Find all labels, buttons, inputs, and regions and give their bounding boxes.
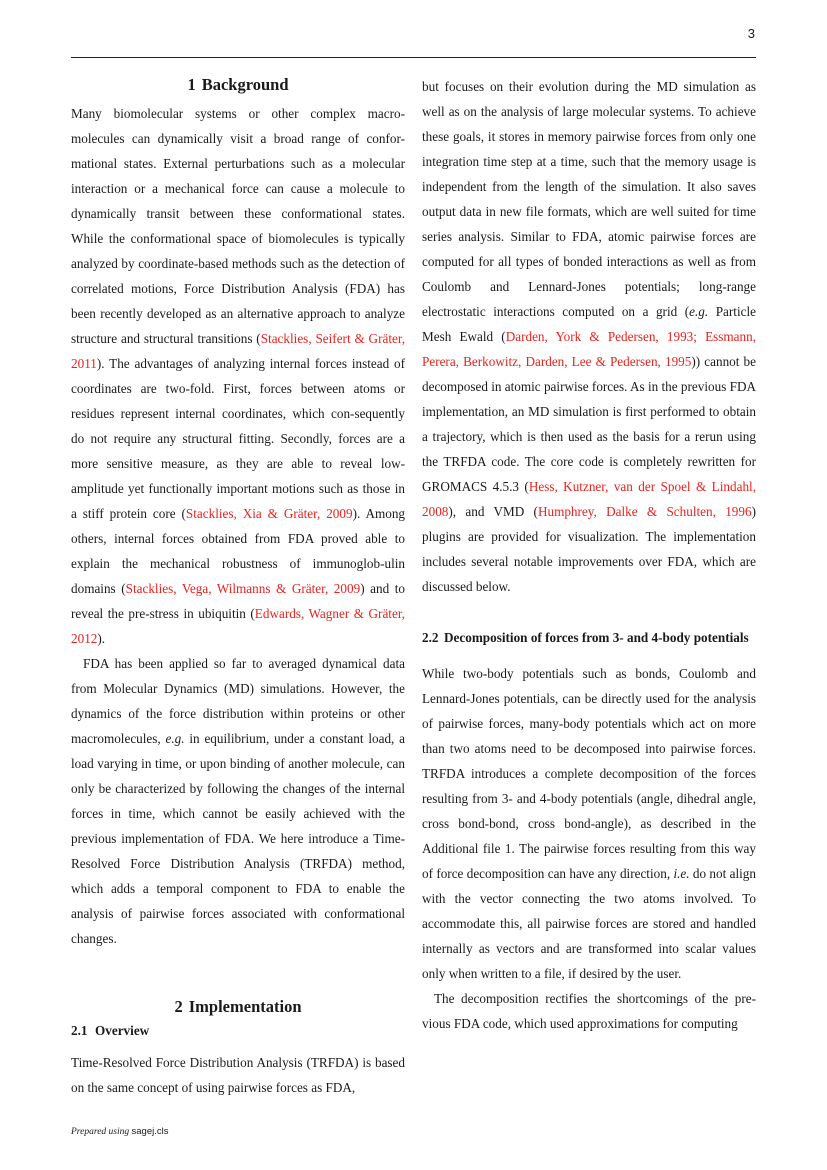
section-heading-background bbox=[71, 74, 405, 96]
subsection-title: Decomposition of forces from 3- and 4-body potentials bbox=[444, 630, 749, 645]
left-column bbox=[71, 74, 405, 1100]
citation-link[interactable]: Stacklies, Xia & Gräter, 2009 bbox=[185, 506, 353, 521]
italic-abbrev: i.e. bbox=[673, 866, 690, 881]
text-run: in equilibrium, under a constant load, a load varying in time, or upon binding of another molecule, can only be characterized by following the changes of the internal forces in time, which cannot be easily achieved with the previous implementation of FDA. We here introduce a Time-Resolved Force Distribution Analysis (TRFDA) method, which adds a temporal component to FDA to enable the analysis of pairwise forces associated with conformational changes. bbox=[71, 731, 405, 946]
text-run: )) cannot be decomposed in atomic pairwise forces. As in the previous FDA implementation, an MD simulation is first performed to obtain a trajectory, which is then used as the basis for a rerun using the TRFDA code. The core code is completely rewritten for GROMACS 4.5.3 ( bbox=[422, 354, 757, 494]
paragraph-overview: Time-Resolved Force Distribution Analysis (TRFDA) is based on the same concept of using pairwise forces as FDA, bbox=[71, 1055, 405, 1095]
text-run: Many biomolecular systems or other complex macro-molecules can dynamically visit a broad range of confor-mational states. External perturbations such as a molecular interaction or a mechanical force can cause a molecule to dynamically transit between these conformational states. While the conformational space of biomolecules is typically analyzed by coordinate-based methods such as the detection of correlated motions, Force Distribution Analysis (FDA) has been recently developed as an alternative approach to analyze structure and structural transitions ( bbox=[71, 106, 405, 346]
citation-link[interactable]: Stacklies, Seifert & Gräter, 2011 bbox=[71, 331, 405, 371]
subsection-heading-overview bbox=[71, 1022, 405, 1040]
paragraph-background-2 bbox=[71, 651, 405, 951]
section-number: 2 bbox=[174, 997, 183, 1016]
paragraph-decomposition-2: The decomposition rectifies the shortcomings of the pre-vious FDA code, which used approximations for computing bbox=[422, 991, 756, 1031]
citation-link[interactable]: Edwards, Wagner & Gräter, 2012 bbox=[71, 606, 405, 646]
footer bbox=[71, 1126, 168, 1137]
text-run: While two-body potentials such as bonds, Coulomb and Lennard-Jones potentials, can be directly used for the analysis of pairwise forces, many-body potentials which act on more than two atoms need to be decomposed into pairwise forces. TRFDA introduces a complete decomposition of the forces resulting from 3- and 4-body potentials (angle, dihedral angle, cross bond-bond, cross bond-angle), as described in the Additional file 1. The pairwise forces resulting from this way of force decomposition can have any direction, bbox=[422, 666, 756, 881]
section-number: 1 bbox=[187, 75, 196, 94]
footer-prepared-text: Prepared using bbox=[71, 1127, 130, 1137]
page-number: 3 bbox=[747, 26, 755, 41]
section-title: Implementation bbox=[188, 997, 302, 1016]
citation-link[interactable]: Humphrey, Dalke & Schulten, 1996 bbox=[537, 504, 752, 519]
text-run: ) and to reveal the pre-stress in ubiquitin ( bbox=[71, 581, 405, 621]
section-title: Background bbox=[201, 75, 289, 94]
subsection-heading-decomposition bbox=[422, 629, 756, 647]
subsection-title: Overview bbox=[95, 1023, 150, 1038]
paragraph-background-1 bbox=[71, 101, 405, 651]
text-run: Particle Mesh Ewald ( bbox=[422, 304, 757, 344]
section-heading-implementation bbox=[71, 996, 405, 1018]
subsection-number: 2.1 bbox=[71, 1023, 88, 1038]
citation-link[interactable]: Darden, York & Pedersen, 1993; Essmann, Perera, Berkowitz, Darden, Lee & Pedersen, 1995 bbox=[422, 329, 756, 369]
footer-cls-name: sagej.cls bbox=[131, 1126, 169, 1137]
text-run: ). bbox=[97, 631, 106, 646]
subsection-number: 2.2 bbox=[422, 630, 439, 645]
citation-link[interactable]: Stacklies, Vega, Wilmanns & Gräter, 2009 bbox=[125, 581, 361, 596]
text-run: ) plugins are provided for visualization. The implementation includes several notable improvements over FDA, which are discussed below. bbox=[422, 504, 756, 594]
header-rule bbox=[71, 57, 756, 58]
italic-abbrev: e.g. bbox=[689, 304, 709, 319]
citation-link[interactable]: Hess, Kutzner, van der Spoel & Lindahl, 2008 bbox=[422, 479, 756, 519]
paragraph-decomposition-1 bbox=[422, 661, 756, 986]
text-run: ). The advantages of analyzing internal forces instead of coordinates are two-fold. First, forces between atoms or residues represent internal coordinates, which con-sequently do not require any structural fitting. Secondly, forces are a more sensitive measure, as they are able to reveal low-amplitude yet functionally important motions such as those in a stiff protein core ( bbox=[71, 356, 405, 521]
text-run: FDA has been applied so far to averaged dynamical data from Molecular Dynamics (MD) simulations. However, the dynamics of the force distribution within proteins or other macromolecules, bbox=[71, 656, 405, 746]
text-run: but focuses on their evolution during the MD simulation as well as on the analysis of large molecular systems. To achieve these goals, it stores in memory pairwise forces from only one integration time step at a time, such that the memory usage is independent from the length of the simulation. It also saves output data in new file formats, which are well suited for time series analysis. Similar to FDA, atomic pairwise forces are computed for all types of bonded interactions as well as from Coulomb and Lennard-Jones potentials; long-range electrostatic interactions computed on a grid ( bbox=[422, 79, 756, 319]
text-run: ). Among others, internal forces obtained from FDA proved able to explain the mechanical robustness of immunoglob-ulin domains ( bbox=[71, 506, 406, 596]
text-run: do not align with the vector connecting the two atoms involved. To accommodate this, all pairwise forces are stored and handled internally as vectors and are transformed into scalar values only when written to a file, if desired by the user. bbox=[422, 866, 756, 981]
text-run: ), and VMD ( bbox=[448, 504, 538, 519]
right-column bbox=[422, 74, 756, 1036]
paragraph-overview-cont bbox=[422, 74, 756, 599]
italic-abbrev: e.g. bbox=[165, 731, 185, 746]
